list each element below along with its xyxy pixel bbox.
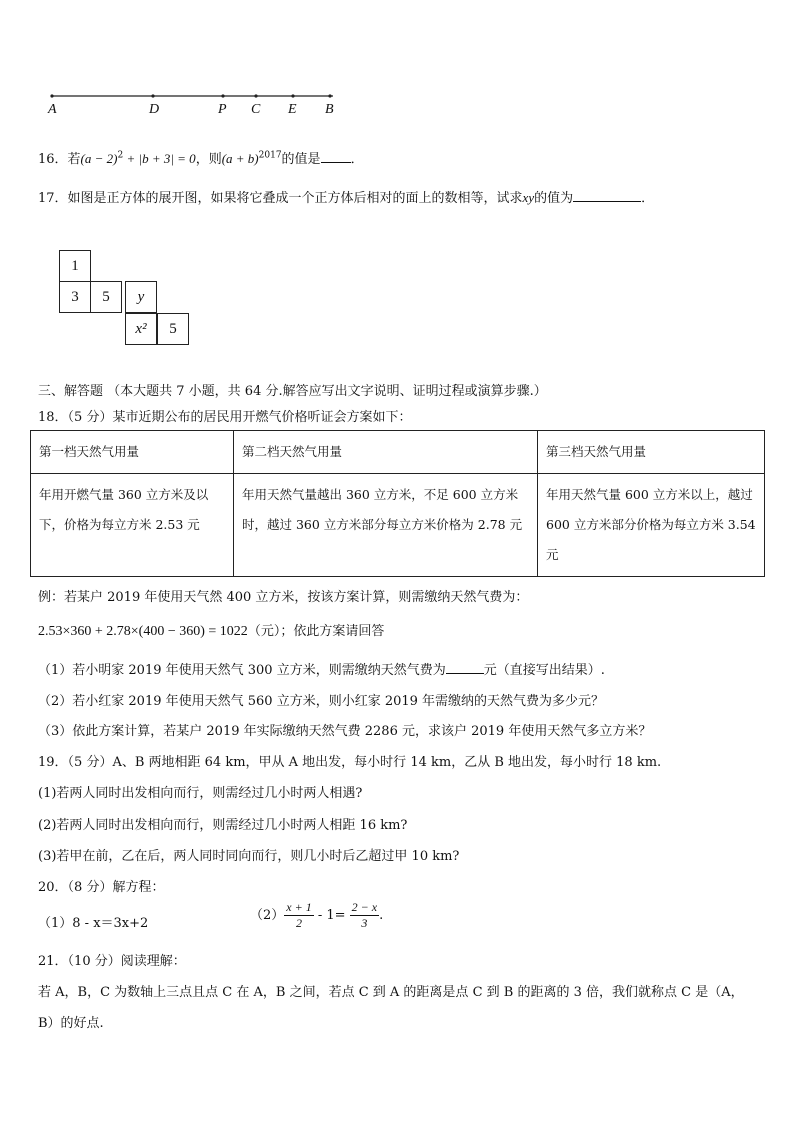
q18-sub1-text: （1）若小明家 2019 年使用天然气 300 立方米，则需缴纳天然气费为	[38, 663, 446, 678]
number-line-svg	[40, 88, 350, 118]
question-17	[38, 187, 654, 206]
net-cell-1: 1	[59, 250, 91, 282]
q20-end: .	[379, 908, 384, 923]
q16-end: ．	[350, 152, 364, 167]
point-label-e: E	[288, 102, 297, 117]
q17-tail: 的值为	[534, 191, 574, 206]
gas-price-table	[30, 430, 765, 577]
q17-end: ．	[641, 191, 655, 206]
q16-tail: 的值是	[281, 152, 321, 167]
q21-line1: 若 A，B，C 为数轴上三点且点 C 在 A，B 之间，若点 C 到 A 的距离是点 C 到 B 的距离的 3 倍，我们就称点 C 是（A，	[38, 985, 744, 1000]
q20-eq2	[250, 900, 383, 931]
net-cell-5: 5	[90, 281, 122, 313]
point-p-dot	[221, 94, 224, 97]
q16-exp: 2	[117, 150, 124, 161]
point-a-dot	[50, 94, 53, 97]
q20-frac2-den: 3	[361, 916, 368, 930]
point-label-b: B	[325, 102, 334, 117]
q20-intro: 20．（8 分）解方程：	[38, 880, 165, 895]
q20-eq1: （1）8 - x＝3x+2	[38, 916, 149, 931]
q16-answer-blank[interactable]	[321, 162, 351, 163]
q20-eq2-label: （2）	[250, 908, 285, 923]
q20-frac2-num: 2 − x	[351, 900, 378, 914]
q16-exp2: 2017	[258, 150, 282, 161]
net-cell-y: y	[125, 281, 157, 313]
point-label-c: C	[251, 102, 261, 117]
table-header-tier-2: 第二档天然气用量	[234, 431, 538, 474]
q18-formula-tail: （元）；依此方案请回答	[247, 624, 385, 639]
table-header-tier-3: 第三档天然气用量	[538, 431, 765, 474]
q21-intro: 21．（10 分）阅读理解：	[38, 954, 186, 969]
q17-var: xy	[522, 190, 535, 205]
q17-text: 17．如图是正方体的展开图，如果将它叠成一个正方体后相对的面上的数相等，试求	[38, 191, 523, 206]
q20-frac1-den: 2	[296, 916, 302, 930]
table-cell-tier-3: 年用天然气量 600 立方米以上，越过 600 立方米部分价格为每立方米 3.54 元	[538, 474, 765, 577]
point-label-a: A	[48, 102, 57, 117]
q18-intro: 18．（5 分）某市近期公布的居民用开燃气价格听证会方案如下：	[38, 410, 412, 425]
net-cell-3: 3	[59, 281, 91, 313]
table-header-tier-1: 第一档天然气用量	[31, 431, 234, 474]
point-b-dot	[328, 94, 331, 97]
section-3-heading: 三、解答题 （本大题共 7 小题，共 64 分.解答应写出文字说明、证明过程或演算步骤.）	[38, 384, 547, 399]
q20-frac1	[284, 900, 313, 931]
table-cell-tier-2: 年用天然气量越出 360 立方米，不足 600 立方米时，越过 360 立方米部分每立方米价格为 2.78 元	[234, 474, 538, 577]
question-16	[38, 148, 364, 167]
q16-expr2: (a + b)	[221, 151, 259, 166]
point-c-dot	[254, 94, 257, 97]
q20-minus: - 1=	[313, 908, 350, 923]
net-cell-x2: x²	[125, 313, 157, 345]
q19-sub1: (1)若两人同时出发相向而行，则需经过几小时两人相遇?	[38, 786, 363, 801]
point-label-d: D	[149, 102, 160, 117]
q18-sub1-blank[interactable]	[446, 673, 484, 674]
point-d-dot	[151, 94, 154, 97]
q18-sub1	[38, 659, 605, 678]
q21-line2: B）的好点.	[38, 1016, 104, 1031]
q20-frac1-num: x + 1	[286, 900, 312, 914]
point-e-dot	[291, 94, 294, 97]
q20-frac2	[350, 900, 379, 931]
table-header-row	[31, 431, 765, 474]
net-cell-5b: 5	[157, 313, 189, 345]
q19-intro: 19．（5 分）A、B 两地相距 64 km，甲从 A 地出发，每小时行 14 km，乙从 B 地出发，每小时行 18 km.	[38, 755, 662, 770]
q16-expr: (a − 2)	[80, 151, 118, 166]
q17-answer-blank[interactable]	[573, 201, 641, 202]
q19-sub2: (2)若两人同时出发相向而行，则需经过几小时两人相距 16 km?	[38, 818, 408, 833]
q18-sub2: （2）若小红家 2019 年使用天然气 560 立方米，则小红家 2019 年需缴纳的天然气费为多少元？	[38, 694, 605, 709]
table-row	[31, 474, 765, 577]
q18-formula-line	[38, 620, 384, 640]
point-label-p: P	[218, 102, 227, 117]
q18-sub1-tail: 元（直接写出结果）.	[483, 663, 605, 678]
q16-mid: + |b + 3| = 0	[123, 151, 196, 166]
q16-prefix: 16．若	[38, 152, 81, 167]
q16-then: ，则	[195, 152, 222, 167]
q18-formula: 2.53×360 + 2.78×(400 − 360) = 1022	[38, 624, 248, 639]
q18-sub3: （3）依此方案计算，若某户 2019 年实际缴纳天然气费 2286 元，求该户 2019 年使用天然气多立方米？	[38, 724, 652, 739]
table-cell-tier-1: 年用开燃气量 360 立方米及以下，价格为每立方米 2.53 元	[31, 474, 234, 577]
q19-sub3: (3)若甲在前，乙在后，两人同时同向而行，则几小时后乙超过甲 10 km?	[38, 849, 460, 864]
q18-example: 例：若某户 2019 年使用天气然 400 立方米，按该方案计算，则需缴纳天然气费为：	[38, 590, 529, 605]
